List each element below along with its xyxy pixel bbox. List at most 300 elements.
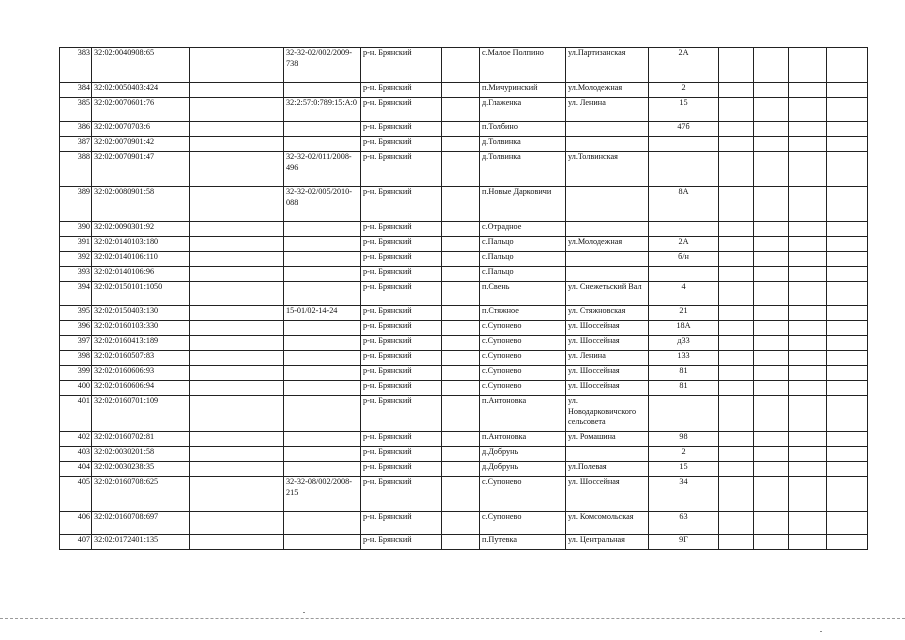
blank-cell: [719, 432, 754, 447]
blank-cell: [789, 396, 827, 432]
blank-cell: [789, 366, 827, 381]
district: р-н. Брянский: [361, 306, 442, 321]
settlement: д.Толвинка: [480, 152, 566, 187]
blank-cell: [442, 535, 480, 550]
house-number: [649, 137, 719, 152]
district: р-н. Брянский: [361, 447, 442, 462]
blank-cell: [719, 237, 754, 252]
blank-cell: [827, 462, 868, 477]
cadastral-number: 32:02:0050403:424: [92, 83, 190, 98]
registration-number: 32:2:57:0:789:15:А:0: [284, 98, 361, 122]
registration-number: 15-01/02-14-24: [284, 306, 361, 321]
settlement: п.Антоновка: [480, 432, 566, 447]
blank-cell: [442, 366, 480, 381]
blank-cell: [719, 512, 754, 535]
settlement: д.Добрунь: [480, 447, 566, 462]
blank-cell: [190, 477, 284, 512]
row-number: 395: [60, 306, 92, 321]
blank-cell: [789, 535, 827, 550]
table-row: [60, 432, 868, 447]
blank-cell: [827, 222, 868, 237]
street: ул.Молодежная: [566, 83, 649, 98]
blank-cell: [754, 336, 789, 351]
registration-number: [284, 321, 361, 336]
house-number: [649, 267, 719, 282]
registration-number: [284, 122, 361, 137]
district: р-н. Брянский: [361, 351, 442, 366]
house-number: б/н: [649, 252, 719, 267]
house-number: 81: [649, 366, 719, 381]
blank-cell: [827, 237, 868, 252]
cadastral-number: 32:02:0150101:1050: [92, 282, 190, 306]
district: р-н. Брянский: [361, 252, 442, 267]
registration-number: [284, 267, 361, 282]
blank-cell: [719, 381, 754, 396]
blank-cell: [754, 48, 789, 83]
blank-cell: [827, 351, 868, 366]
house-number: 98: [649, 432, 719, 447]
table-row: [60, 83, 868, 98]
blank-cell: [827, 336, 868, 351]
blank-cell: [190, 321, 284, 336]
blank-cell: [789, 336, 827, 351]
district: р-н. Брянский: [361, 237, 442, 252]
blank-cell: [442, 336, 480, 351]
blank-cell: [754, 282, 789, 306]
house-number: 2: [649, 83, 719, 98]
blank-cell: [789, 351, 827, 366]
district: р-н. Брянский: [361, 48, 442, 83]
district: р-н. Брянский: [361, 187, 442, 222]
blank-cell: [754, 252, 789, 267]
blank-cell: [789, 282, 827, 306]
settlement: с.Пальцо: [480, 252, 566, 267]
blank-cell: [827, 447, 868, 462]
cadastral-number: 32:02:0070901:47: [92, 152, 190, 187]
house-number: 15: [649, 98, 719, 122]
blank-cell: [719, 535, 754, 550]
blank-cell: [827, 48, 868, 83]
district: р-н. Брянский: [361, 366, 442, 381]
blank-cell: [442, 396, 480, 432]
blank-cell: [754, 222, 789, 237]
blank-cell: [190, 306, 284, 321]
blank-cell: [789, 152, 827, 187]
blank-cell: [789, 477, 827, 512]
blank-cell: [190, 447, 284, 462]
blank-cell: [827, 252, 868, 267]
settlement: с.Малое Полпино: [480, 48, 566, 83]
row-number: 389: [60, 187, 92, 222]
cadastral-number: 32:02:0160708:625: [92, 477, 190, 512]
blank-cell: [190, 396, 284, 432]
district: р-н. Брянский: [361, 137, 442, 152]
street: ул. Комсомольская: [566, 512, 649, 535]
blank-cell: [827, 187, 868, 222]
row-number: 392: [60, 252, 92, 267]
blank-cell: [827, 152, 868, 187]
cadastral-number: 32:02:0030238:35: [92, 462, 190, 477]
registration-number: [284, 252, 361, 267]
blank-cell: [442, 462, 480, 477]
row-number: 383: [60, 48, 92, 83]
settlement: с.Пальцо: [480, 267, 566, 282]
blank-cell: [719, 252, 754, 267]
blank-cell: [827, 282, 868, 306]
blank-cell: [789, 237, 827, 252]
district: р-н. Брянский: [361, 462, 442, 477]
street: ул. Шоссейная: [566, 366, 649, 381]
blank-cell: [719, 122, 754, 137]
row-number: 396: [60, 321, 92, 336]
row-number: 391: [60, 237, 92, 252]
blank-cell: [442, 237, 480, 252]
blank-cell: [719, 98, 754, 122]
blank-cell: [719, 187, 754, 222]
table-row: [60, 477, 868, 512]
district: р-н. Брянский: [361, 336, 442, 351]
street: [566, 267, 649, 282]
blank-cell: [719, 282, 754, 306]
blank-cell: [719, 336, 754, 351]
blank-cell: [190, 351, 284, 366]
district: р-н. Брянский: [361, 222, 442, 237]
street: [566, 222, 649, 237]
settlement: п.Антоновка: [480, 396, 566, 432]
blank-cell: [754, 462, 789, 477]
blank-cell: [789, 447, 827, 462]
blank-cell: [789, 381, 827, 396]
district: р-н. Брянский: [361, 98, 442, 122]
house-number: 15: [649, 462, 719, 477]
blank-cell: [827, 432, 868, 447]
registration-number: [284, 366, 361, 381]
blank-cell: [719, 137, 754, 152]
house-number: 63: [649, 512, 719, 535]
row-number: 404: [60, 462, 92, 477]
blank-cell: [442, 83, 480, 98]
street: [566, 137, 649, 152]
blank-cell: [754, 396, 789, 432]
district: р-н. Брянский: [361, 477, 442, 512]
blank-cell: [754, 122, 789, 137]
blank-cell: [442, 48, 480, 83]
blank-cell: [190, 336, 284, 351]
settlement: с.Пальцо: [480, 237, 566, 252]
blank-cell: [190, 137, 284, 152]
property-register-table: [59, 47, 868, 550]
blank-cell: [442, 282, 480, 306]
street: ул. Шоссейная: [566, 336, 649, 351]
blank-cell: [827, 137, 868, 152]
street: ул. Новодарковичского сельсовета: [566, 396, 649, 432]
blank-cell: [190, 267, 284, 282]
blank-cell: [442, 252, 480, 267]
street: ул. Снежетьский Вал: [566, 282, 649, 306]
blank-cell: [827, 366, 868, 381]
blank-cell: [190, 535, 284, 550]
blank-cell: [789, 98, 827, 122]
blank-cell: [754, 306, 789, 321]
registration-number: [284, 222, 361, 237]
blank-cell: [789, 222, 827, 237]
blank-cell: [827, 512, 868, 535]
house-number: 133: [649, 351, 719, 366]
blank-cell: [789, 512, 827, 535]
blank-cell: [719, 48, 754, 83]
table-row: [60, 282, 868, 306]
registration-number: 32-32-02/002/2009-738: [284, 48, 361, 83]
street: ул.Партизанская: [566, 48, 649, 83]
house-number: 2: [649, 447, 719, 462]
row-number: 406: [60, 512, 92, 535]
settlement: п.Стяжное: [480, 306, 566, 321]
street: ул. Ленина: [566, 351, 649, 366]
row-number: 403: [60, 447, 92, 462]
blank-cell: [190, 381, 284, 396]
blank-cell: [789, 48, 827, 83]
district: р-н. Брянский: [361, 396, 442, 432]
street: [566, 122, 649, 137]
cadastral-number: 32:02:0160606:94: [92, 381, 190, 396]
blank-cell: [190, 122, 284, 137]
cadastral-number: 32:02:0030201:58: [92, 447, 190, 462]
blank-cell: [719, 366, 754, 381]
table-row: [60, 48, 868, 83]
blank-cell: [789, 306, 827, 321]
table-row: [60, 336, 868, 351]
registration-number: 32-32-02/011/2008-496: [284, 152, 361, 187]
blank-cell: [754, 98, 789, 122]
blank-cell: [789, 462, 827, 477]
house-number: [649, 396, 719, 432]
row-number: 393: [60, 267, 92, 282]
blank-cell: [754, 83, 789, 98]
street: [566, 187, 649, 222]
blank-cell: [754, 237, 789, 252]
scan-speck: [303, 612, 305, 613]
registration-number: [284, 282, 361, 306]
blank-cell: [190, 432, 284, 447]
table-row: [60, 152, 868, 187]
blank-cell: [442, 447, 480, 462]
table-row: [60, 237, 868, 252]
cadastral-number: 32:02:0160702:81: [92, 432, 190, 447]
house-number: [649, 222, 719, 237]
cadastral-number: 32:02:0160708:697: [92, 512, 190, 535]
settlement: с.Супонево: [480, 366, 566, 381]
house-number: 8А: [649, 187, 719, 222]
house-number: 47б: [649, 122, 719, 137]
cadastral-number: 32:02:0160701:109: [92, 396, 190, 432]
settlement: с.Супонево: [480, 351, 566, 366]
district: р-н. Брянский: [361, 381, 442, 396]
blank-cell: [827, 535, 868, 550]
blank-cell: [789, 137, 827, 152]
blank-cell: [789, 432, 827, 447]
blank-cell: [754, 152, 789, 187]
blank-cell: [754, 477, 789, 512]
blank-cell: [442, 137, 480, 152]
district: р-н. Брянский: [361, 152, 442, 187]
registration-number: [284, 351, 361, 366]
settlement: п.Мичуринский: [480, 83, 566, 98]
settlement: п.Свень: [480, 282, 566, 306]
table-body: [60, 48, 868, 550]
cadastral-number: 32:02:0150403:130: [92, 306, 190, 321]
registration-number: [284, 462, 361, 477]
blank-cell: [754, 512, 789, 535]
cadastral-number: 32:02:0070901:42: [92, 137, 190, 152]
blank-cell: [827, 477, 868, 512]
blank-cell: [190, 237, 284, 252]
house-number: 2А: [649, 48, 719, 83]
settlement: с.Супонево: [480, 336, 566, 351]
row-number: 387: [60, 137, 92, 152]
blank-cell: [789, 252, 827, 267]
blank-cell: [789, 83, 827, 98]
street: ул. Шоссейная: [566, 477, 649, 512]
blank-cell: [719, 396, 754, 432]
district: р-н. Брянский: [361, 282, 442, 306]
blank-cell: [719, 306, 754, 321]
settlement: д.Добрунь: [480, 462, 566, 477]
street: ул. Центральная: [566, 535, 649, 550]
blank-cell: [442, 152, 480, 187]
table-row: [60, 396, 868, 432]
street: ул.Толвинская: [566, 152, 649, 187]
blank-cell: [827, 381, 868, 396]
row-number: 400: [60, 381, 92, 396]
blank-cell: [754, 447, 789, 462]
cadastral-number: 32:02:0040908:65: [92, 48, 190, 83]
settlement: с.Супонево: [480, 477, 566, 512]
blank-cell: [827, 83, 868, 98]
blank-cell: [754, 432, 789, 447]
blank-cell: [719, 462, 754, 477]
table-row: [60, 187, 868, 222]
blank-cell: [442, 98, 480, 122]
registration-number: [284, 432, 361, 447]
blank-cell: [754, 381, 789, 396]
row-number: 399: [60, 366, 92, 381]
blank-cell: [827, 98, 868, 122]
blank-cell: [442, 122, 480, 137]
street: ул.Полевая: [566, 462, 649, 477]
registration-number: [284, 83, 361, 98]
cadastral-number: 32:02:0172401:135: [92, 535, 190, 550]
blank-cell: [719, 351, 754, 366]
blank-cell: [789, 122, 827, 137]
house-number: [649, 152, 719, 187]
cadastral-number: 32:02:0140106:110: [92, 252, 190, 267]
district: р-н. Брянский: [361, 512, 442, 535]
street: ул. Ленина: [566, 98, 649, 122]
blank-cell: [190, 48, 284, 83]
blank-cell: [442, 321, 480, 336]
blank-cell: [719, 222, 754, 237]
district: р-н. Брянский: [361, 321, 442, 336]
row-number: 390: [60, 222, 92, 237]
settlement: с.Супонево: [480, 381, 566, 396]
district: р-н. Брянский: [361, 535, 442, 550]
blank-cell: [719, 321, 754, 336]
cadastral-number: 32:02:0160606:93: [92, 366, 190, 381]
cadastral-number: 32:02:0140103:180: [92, 237, 190, 252]
blank-cell: [442, 306, 480, 321]
cadastral-number: 32:02:0090301:92: [92, 222, 190, 237]
blank-cell: [442, 351, 480, 366]
registration-number: [284, 447, 361, 462]
table-row: [60, 222, 868, 237]
blank-cell: [754, 267, 789, 282]
street: [566, 252, 649, 267]
cadastral-number: 32:02:0140106:96: [92, 267, 190, 282]
street: ул. Шоссейная: [566, 381, 649, 396]
blank-cell: [719, 83, 754, 98]
blank-cell: [754, 137, 789, 152]
table-row: [60, 366, 868, 381]
cadastral-number: 32:02:0070601:76: [92, 98, 190, 122]
registration-number: [284, 396, 361, 432]
registration-number: [284, 535, 361, 550]
row-number: 384: [60, 83, 92, 98]
blank-cell: [190, 222, 284, 237]
blank-cell: [719, 477, 754, 512]
street: ул. Шоссейная: [566, 321, 649, 336]
blank-cell: [719, 447, 754, 462]
scan-edge-line: [0, 618, 905, 619]
blank-cell: [827, 396, 868, 432]
settlement: п.Толбино: [480, 122, 566, 137]
blank-cell: [190, 462, 284, 477]
district: р-н. Брянский: [361, 83, 442, 98]
table-row: [60, 122, 868, 137]
settlement: с.Супонево: [480, 321, 566, 336]
blank-cell: [190, 187, 284, 222]
house-number: 34: [649, 477, 719, 512]
blank-cell: [190, 512, 284, 535]
settlement: д.Толвинка: [480, 137, 566, 152]
table-row: [60, 98, 868, 122]
blank-cell: [719, 152, 754, 187]
blank-cell: [754, 366, 789, 381]
table-row: [60, 512, 868, 535]
blank-cell: [827, 321, 868, 336]
settlement: п.Путевка: [480, 535, 566, 550]
blank-cell: [827, 267, 868, 282]
table-row: [60, 252, 868, 267]
row-number: 405: [60, 477, 92, 512]
blank-cell: [190, 83, 284, 98]
blank-cell: [190, 366, 284, 381]
registration-number: [284, 336, 361, 351]
blank-cell: [442, 222, 480, 237]
row-number: 394: [60, 282, 92, 306]
row-number: 407: [60, 535, 92, 550]
house-number: 2А: [649, 237, 719, 252]
blank-cell: [827, 306, 868, 321]
cadastral-number: 32:02:0160413:189: [92, 336, 190, 351]
blank-cell: [190, 252, 284, 267]
house-number: 21: [649, 306, 719, 321]
registration-number: [284, 512, 361, 535]
row-number: 388: [60, 152, 92, 187]
blank-cell: [190, 98, 284, 122]
table-row: [60, 462, 868, 477]
cadastral-number: 32:02:0070703:6: [92, 122, 190, 137]
blank-cell: [754, 535, 789, 550]
